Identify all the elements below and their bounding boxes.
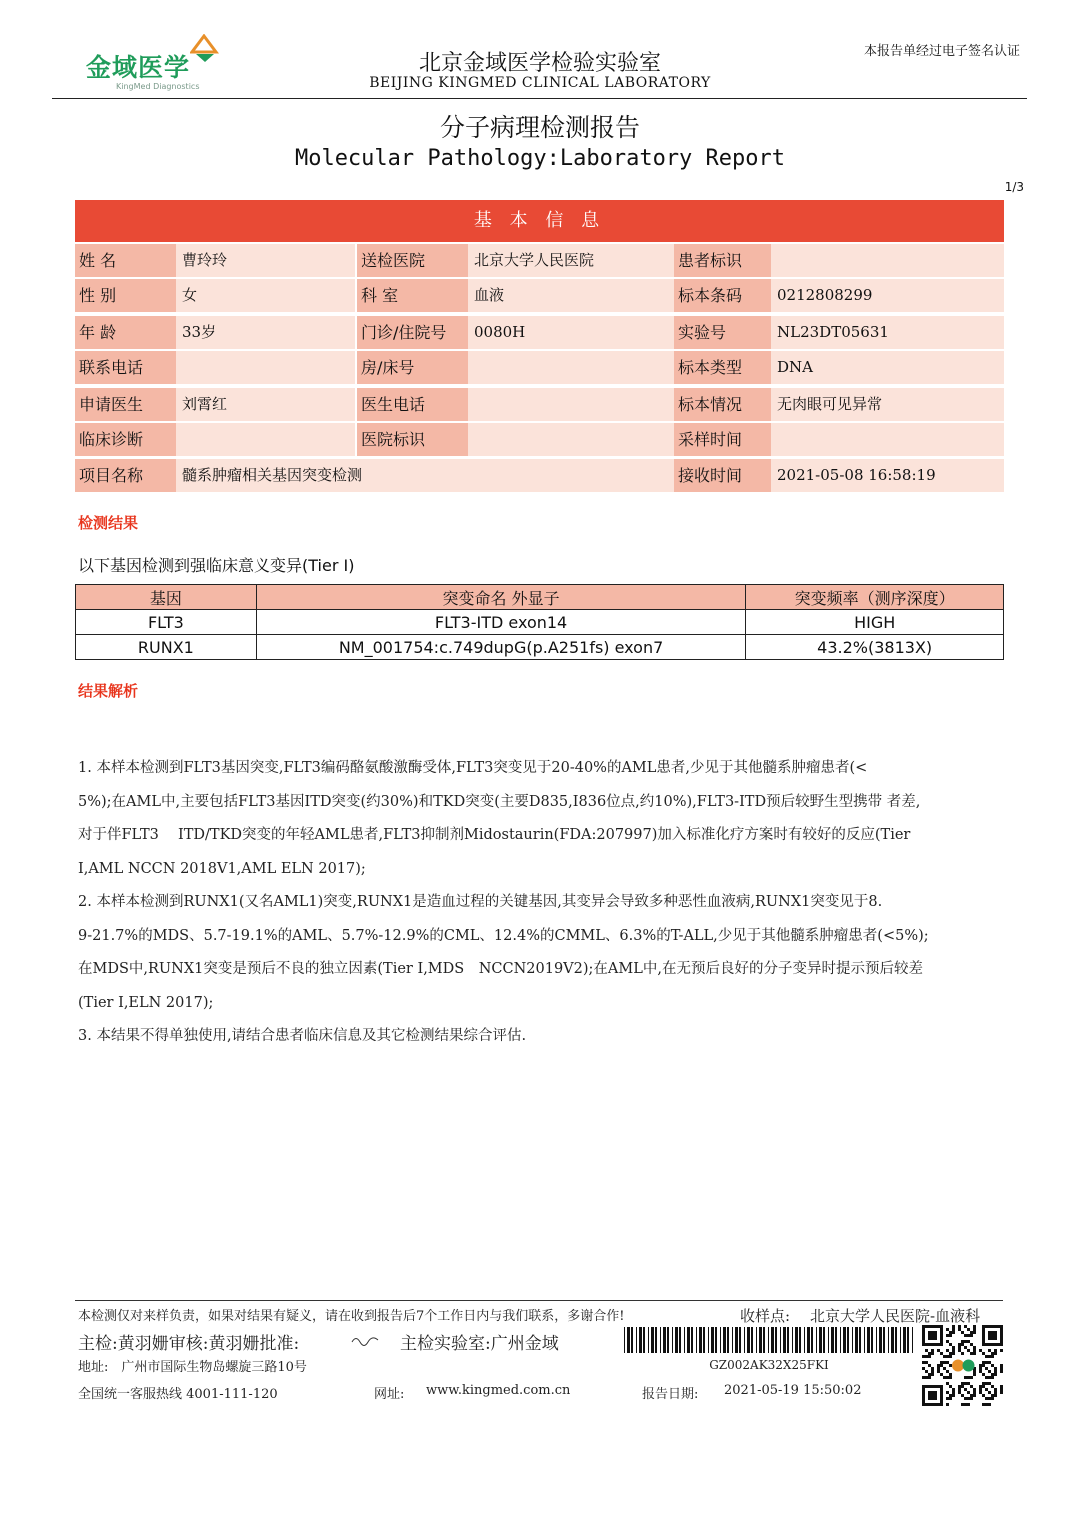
info-label: 患者标识 [674,244,771,277]
interpretation-line: (Tier I,ELN 2017); [78,994,214,1011]
receive-point-label: 收样点: [740,1307,791,1325]
info-label: 房/床号 [357,351,468,384]
info-value: 刘霄红 [176,388,355,421]
frequency-cell: HIGH [746,610,1004,635]
interpretation-line: 2. 本样本检测到RUNX1(又名AML1)突变,RUNX1是造血过程的关键基因,其变异会导致多种恶性血液病,RUNX1突变见于8. [78,894,883,910]
interpretation-line: 对于伴FLT3 ITD/TKD突变的年轻AML患者,FLT3抑制剂Midostaurin(FDA:207997)加入标准化疗方案时有较好的反应(Tier [78,827,911,843]
mutation-cell: NM_001754:c.749dupG(p.A251fs) exon7 [256,635,746,660]
interpretation-line: 1. 本样本检测到FLT3基因突变,FLT3编码酪氨酸激酶受体,FLT3突变见于20-40%的AML患者,少见于其他髓系肿瘤患者(< [78,760,868,776]
logo-subtext: KingMed Diagnostics [116,82,200,91]
info-label: 年 龄 [75,316,176,349]
column-header: 基因 [76,585,257,610]
info-label: 项目名称 [75,459,176,492]
info-label: 临床诊断 [75,423,176,456]
info-label: 标本条码 [674,279,771,312]
info-value: 女 [176,279,355,312]
report-date-label: 报告日期: [642,1387,699,1402]
info-value: 血液 [468,279,674,312]
header-divider [52,98,1027,99]
website: www.kingmed.com.cn [426,1383,571,1398]
info-row [75,279,1004,312]
info-label: 采样时间 [674,423,771,456]
info-label: 标本情况 [674,388,771,421]
gene-cell: RUNX1 [76,635,257,660]
info-row [75,423,1004,456]
column-header: 突变命名 外显子 [256,585,746,610]
info-row [75,244,1004,277]
info-row [75,316,1004,349]
info-label: 科 室 [357,279,468,312]
interpretation-line: I,AML NCCN 2018V1,AML ELN 2017); [78,860,366,877]
info-label: 医院标识 [357,423,468,456]
basic-info-heading: 基 本 信 息 [75,200,1004,242]
info-value: 无肉眼可见异常 [771,388,1004,421]
info-label: 性 别 [75,279,176,312]
column-header: 突变频率（测序深度） [746,585,1004,610]
report-title-cn: 分子病理检测报告 [439,113,640,142]
info-label: 接收时间 [674,459,771,492]
footer-disclaimer: 本检测仅对来样负责，如果对结果有疑义，请在收到报告后7个工作日内与我们联系，多谢合作! [78,1309,625,1324]
interpretation-line: 在MDS中,RUNX1突变是预后不良的独立因素(Tier I,MDS NCCN2019V2);在AML中,在无预后良好的分子变异时提示预后较差 [78,961,923,977]
website-label: 网址: [374,1387,405,1402]
hotline: 全国统一客服热线 4001-111-120 [78,1387,278,1402]
signature-stamp-icon [350,1333,380,1347]
logo-text: 金域医学 [86,53,191,82]
info-value: NL23DT05631 [771,316,1004,349]
results-table [75,584,1004,660]
info-value [468,423,674,456]
report-title-en: Molecular Pathology:Laboratory Report [294,146,786,171]
info-label: 姓 名 [75,244,176,277]
main-lab: 主检实验室:广州金域 [400,1334,559,1354]
page-number: 1/3 [1004,180,1024,194]
interpretation-line: 3. 本结果不得单独使用,请结合患者临床信息及其它检测结果综合评估. [78,1028,527,1044]
signers: 主检:黄羽姗审核:黄羽姗批准: [78,1334,300,1354]
table-row [76,610,1004,635]
report-date: 2021-05-19 15:50:02 [724,1383,862,1398]
lab-name-en: BEIJING KINGMED CLINICAL LABORATORY [369,75,711,91]
info-row [75,388,1004,421]
info-value: 2021-05-08 16:58:19 [771,459,1004,492]
info-row [75,459,1004,492]
results-subtitle: 以下基因检测到强临床意义变异(Tier I) [78,556,355,575]
table-row [76,635,1004,660]
info-label: 标本类型 [674,351,771,384]
lab-name-cn: 北京金域医学检验实验室 [418,51,661,76]
info-value [176,423,355,456]
info-value: 髓系肿瘤相关基因突变检测 [176,459,674,492]
receive-point: 北京大学人民医院-血液科 [810,1307,981,1325]
info-label: 门诊/住院号 [357,316,468,349]
footer-divider [75,1300,1003,1301]
info-value: 0212808299 [771,279,1004,312]
mutation-cell: FLT3-ITD exon14 [256,610,746,635]
table-header-row [76,585,1004,610]
interpretation-line: 9-21.7%的MDS、5.7-19.1%的AML、5.7%-12.9%的CML、12.4%的CMML、6.3%的T-ALL,少见于其他髓系肿瘤患者(<5%); [78,927,929,944]
info-value: 0080H [468,316,674,349]
interpretation-text [78,752,1013,1054]
interpretation-section-title: 结果解析 [78,682,139,700]
frequency-cell: 43.2%(3813X) [746,635,1004,660]
info-label: 送检医院 [357,244,468,277]
qr-code-icon [922,1325,1003,1406]
results-section-title: 检测结果 [78,514,139,532]
info-value: 曹玲玲 [176,244,355,277]
interpretation-line: 5%);在AML中,主要包括FLT3基因ITD突变(约30%)和TKD突变(主要D835,I836位点,约10%),FLT3-ITD预后较野生型携带 者差, [78,793,921,810]
gene-cell: FLT3 [76,610,257,635]
info-value [771,423,1004,456]
info-value [176,351,355,384]
info-value: 北京大学人民医院 [468,244,674,277]
info-value [468,351,674,384]
address: 地址: 广州市国际生物岛螺旋三路10号 [78,1360,307,1375]
info-value [468,388,674,421]
report-barcode [624,1327,914,1353]
info-row [75,351,1004,384]
esign-note: 本报告单经过电子签名认证 [863,44,1020,59]
barcode-text: GZ002AK32X25FKI [709,1358,829,1372]
info-label: 申请医生 [75,388,176,421]
info-label: 医生电话 [357,388,468,421]
info-value: DNA [771,351,1004,384]
info-label: 实验号 [674,316,771,349]
info-label: 联系电话 [75,351,176,384]
info-value: 33岁 [176,316,355,349]
info-value [771,244,1004,277]
